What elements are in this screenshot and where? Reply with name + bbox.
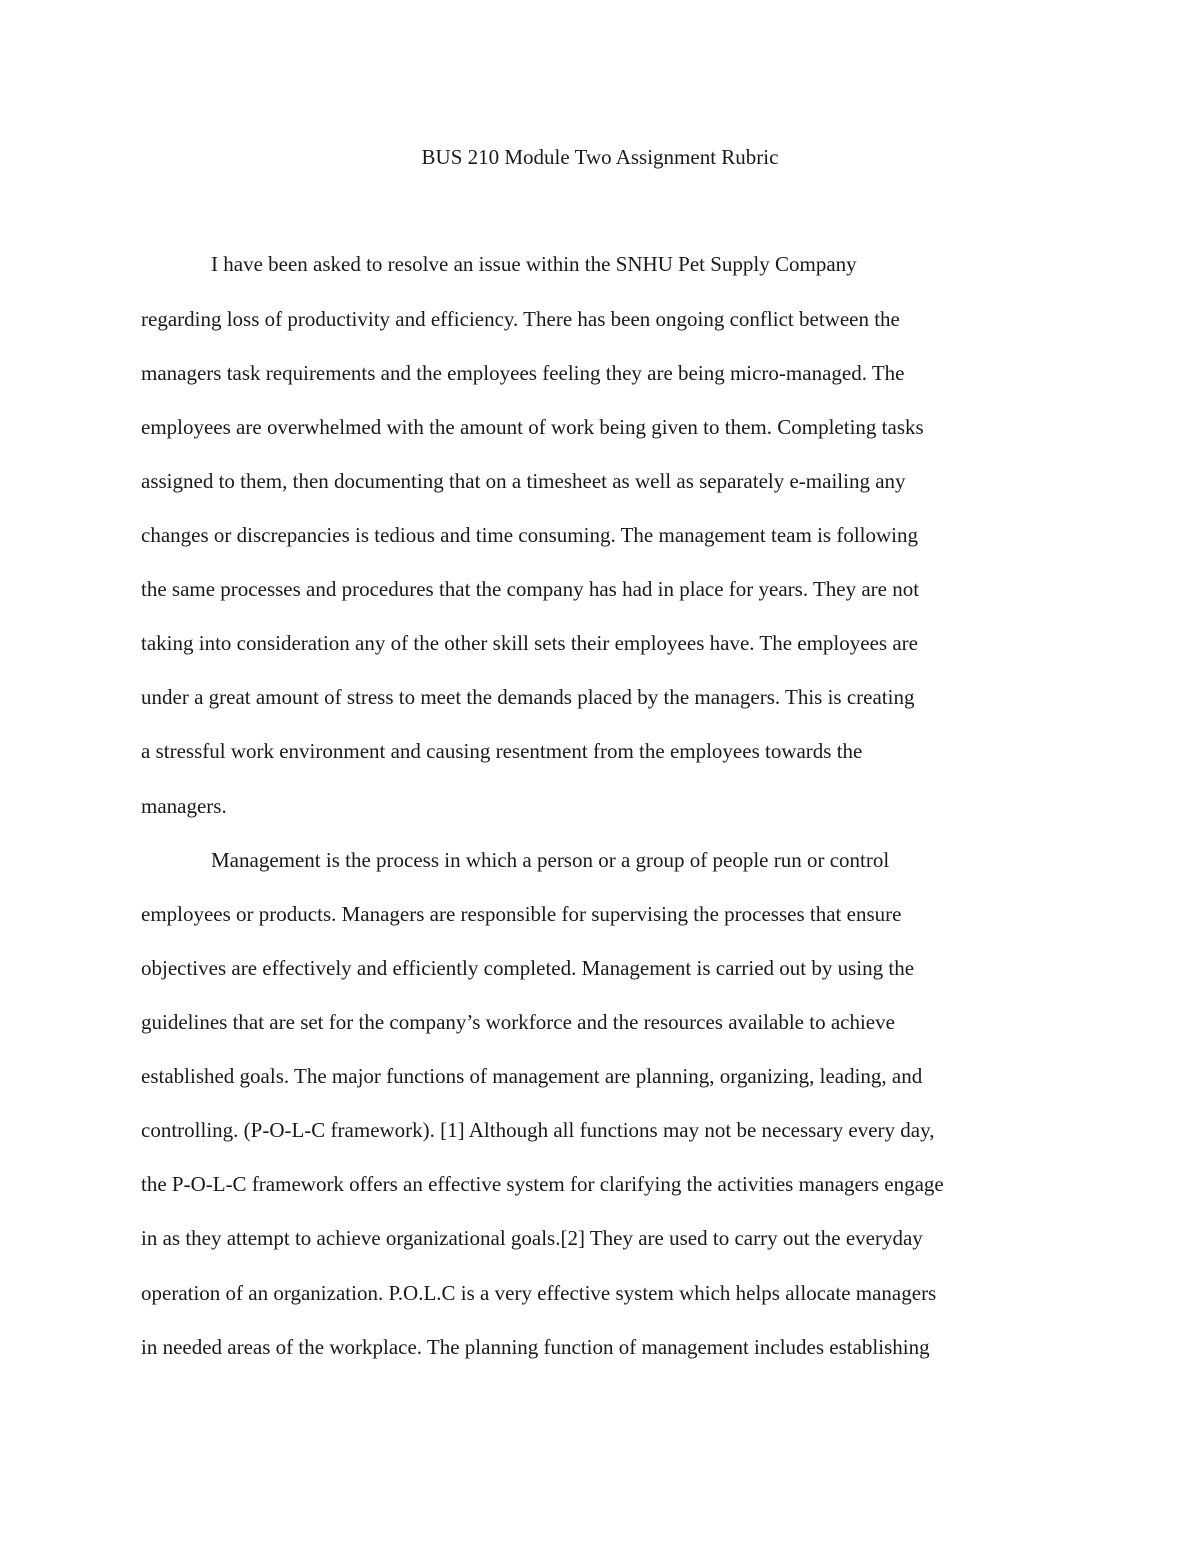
paragraph-line: managers task requirements and the employees feeling they are being micro-managed. The (141, 361, 905, 385)
paragraph-line: assigned to them, then documenting that on a timesheet as well as separately e-mailing any (141, 469, 906, 493)
paragraph-line: controlling. (P-O-L-C framework). [1] Although all functions may not be necessary every day, (141, 1118, 935, 1142)
paragraph-line: established goals. The major functions of management are planning, organizing, leading, and (141, 1064, 923, 1088)
paragraph-line: under a great amount of stress to meet the demands placed by the managers. This is creating (141, 685, 915, 709)
paragraph-line: employees or products. Managers are responsible for supervising the processes that ensure (141, 902, 902, 926)
paragraph-line: a stressful work environment and causing resentment from the employees towards the (141, 739, 863, 763)
paragraph-line: the P-O-L-C framework offers an effective system for clarifying the activities managers engage (141, 1172, 944, 1196)
paragraph-line: in needed areas of the workplace. The planning function of management includes establishing (141, 1335, 930, 1359)
paragraph-line: managers. (141, 794, 227, 818)
paragraph-line: objectives are effectively and efficiently completed. Management is carried out by using the (141, 956, 915, 980)
paragraph-line: the same processes and procedures that the company has had in place for years. They are not (141, 577, 920, 601)
paragraph-line: operation of an organization. P.O.L.C is a very effective system which helps allocate managers (141, 1281, 937, 1305)
paragraph-line: I have been asked to resolve an issue within the SNHU Pet Supply Company (211, 252, 857, 276)
paragraph-line: guidelines that are set for the company’s workforce and the resources available to achieve (141, 1010, 895, 1034)
paragraph-line: changes or discrepancies is tedious and time consuming. The management team is following (141, 523, 918, 547)
paragraph-line: regarding loss of productivity and efficiency. There has been ongoing conflict between the (141, 307, 900, 331)
paragraph-line: taking into consideration any of the other skill sets their employees have. The employees are (141, 631, 918, 655)
paragraph-line: Management is the process in which a person or a group of people run or control (211, 848, 890, 872)
paragraph-line: employees are overwhelmed with the amount of work being given to them. Completing tasks (141, 415, 924, 439)
paragraph-line: in as they attempt to achieve organizational goals.[2] They are used to carry out the everyday (141, 1226, 923, 1250)
document-title: BUS 210 Module Two Assignment Rubric (421, 145, 779, 169)
